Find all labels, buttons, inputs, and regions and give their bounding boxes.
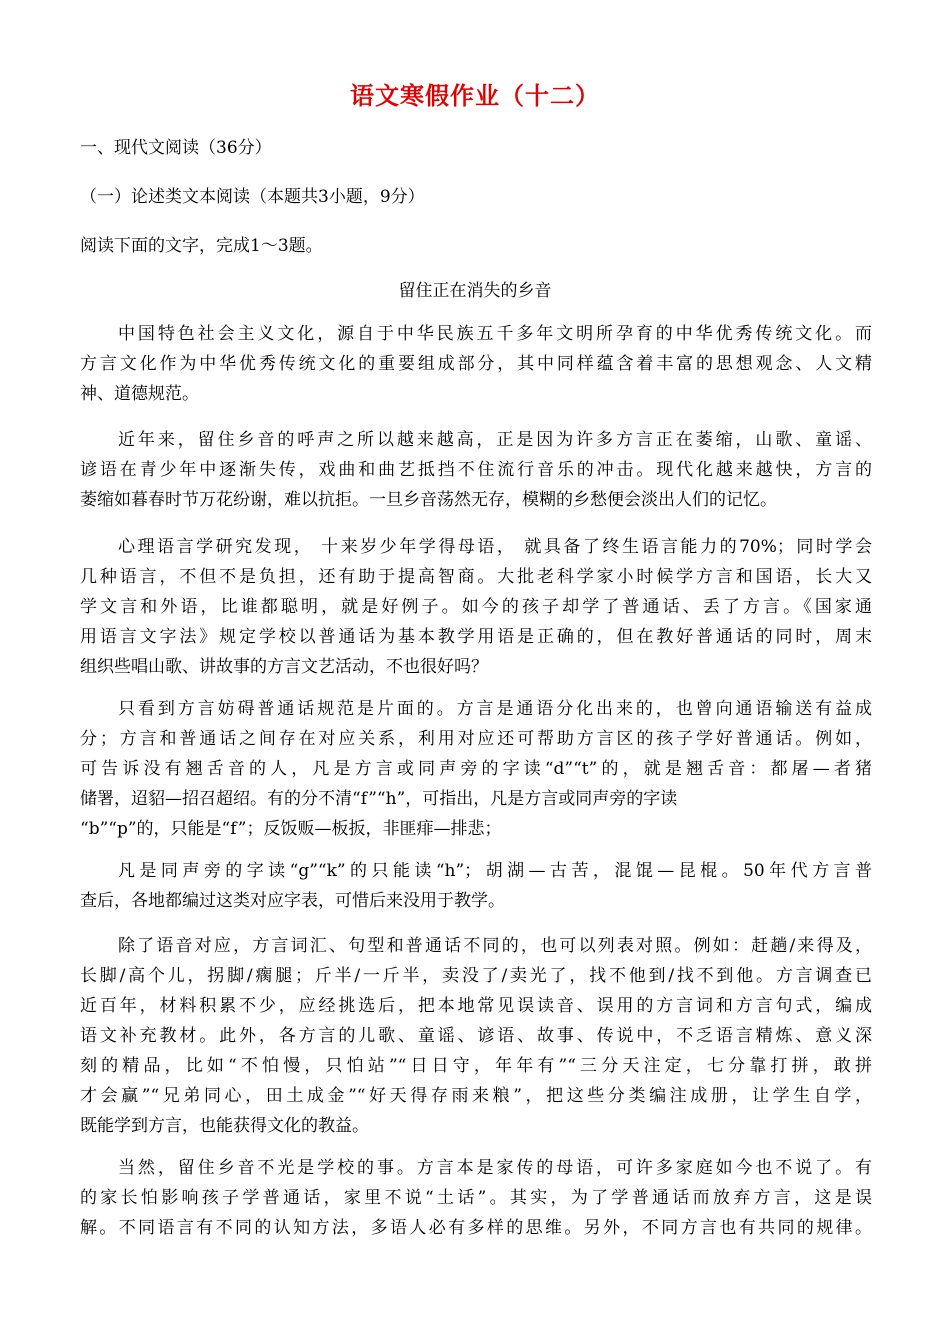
paragraph-2 [80, 425, 872, 515]
paragraph-line: 只看到方言妨碍普通话规范是片面的。方言是通语分化出来的，也曾向通语输送有益成 [118, 699, 872, 719]
article-title: 留住正在消失的乡音 [398, 281, 552, 301]
paragraph-line: 当然，留住乡音不光是学校的事。方言本是家传的母语，可许多家庭如今也不说了。有 [118, 1158, 872, 1178]
paragraph-line: 才会赢”“兄弟同心，田土成金”“好天得存雨来粮”，把这些分类编注成册，让学生自学， [80, 1086, 872, 1106]
paragraph-6 [80, 931, 872, 1141]
subsection-heading: （一）论述类文本阅读（本题共3小题，9分） [80, 187, 425, 207]
paragraph-line: 中国特色社会主义文化，源自于中华民族五千多年文明所孕育的中华优秀传统文化。而 [118, 324, 872, 344]
paragraph-line: 方言文化作为中华优秀传统文化的重要组成部分，其中同样蕴含着丰富的思想观念、人文精 [80, 354, 872, 374]
paragraph-line: 储署，迢貂—招召超绍。有的分不清“f”“h”，可指出，凡是方言或同声旁的字读 [80, 789, 678, 809]
paragraph-line: “b”“p”的，只能是“f”；反饭贩—板扳，非匪痱—排悲； [80, 819, 502, 839]
paragraph-line: 刻的精品，比如“不怕慢，只怕站”“日日守，年年有”“三分天注定，七分靠打拼，敢拼 [80, 1056, 872, 1076]
paragraph-line: 组织些唱山歌、讲故事的方言文艺活动，不也很好吗？ [80, 657, 488, 677]
paragraph-line: 凡是同声旁的字读“g”“k”的只能读“h”；胡湖—古苦，混馄—昆棍。50年代方言普 [118, 861, 872, 881]
paragraph-5 [80, 856, 872, 916]
paragraph-line: 除了语音对应，方言词汇、句型和普通话不同的，也可以列表对照。例如：赶趟/来得及， [118, 936, 872, 956]
paragraph-line: 既能学到方言，也能获得文化的教益。 [80, 1116, 369, 1136]
section-heading: 一、现代文阅读（36分） [80, 138, 272, 158]
paragraph-line: 长脚/高个儿，拐脚/瘸腿；斤半/一斤半，卖没了/卖光了，找不他到/找不到他。方言调查已 [80, 966, 872, 986]
paragraph-4 [80, 694, 872, 844]
paragraph-line: 查后，各地都编过这类对应字表，可惜后来没用于教学。 [80, 891, 505, 911]
paragraph-line: 近年来，留住乡音的呼声之所以越来越高，正是因为许多方言正在萎缩，山歌、童谣、 [118, 430, 872, 450]
paragraph-line: 的家长怕影响孩子学普通话，家里不说“土话”。其实，为了学普通话而放弃方言，这是误 [80, 1188, 872, 1208]
paragraph-line: 神、道德规范。 [80, 384, 199, 404]
paragraph-line: 用语言文字法》规定学校以普通话为基本教学用语是正确的，但在教好普通话的同时，周末 [80, 627, 872, 647]
paragraph-7 [80, 1153, 872, 1243]
paragraph-line: 心理语言学研究发现， 十来岁少年学得母语， 就具备了终生语言能力的70%；同时学会 [118, 537, 872, 557]
paragraph-line: 萎缩如暮春时节万花纷谢，难以抗拒。一旦乡音荡然无存，模糊的乡愁便会淡出人们的记忆。 [80, 490, 777, 510]
paragraph-line: 解。不同语言有不同的认知方法，多语人必有多样的思维。另外，不同方言也有共同的规律。 [80, 1218, 872, 1238]
paragraph-line: 语文补充教材。此外，各方言的儿歌、童谣、谚语、故事、传说中，不乏语言精炼、意义深 [80, 1026, 872, 1046]
paragraph-line: 近百年，材料积累不少，应经挑选后，把本地常见误读音、误用的方言词和方言句式，编成 [80, 996, 872, 1016]
page-title: 语文寒假作业（十二） [350, 81, 600, 110]
paragraph-line: 分；方言和普通话之间存在对应关系，利用对应还可帮助方言区的孩子学好普通话。例如， [80, 729, 872, 749]
paragraph-line: 学文言和外语，比谁都聪明，就是好例子。如今的孩子却学了普通话、丢了方言。《国家通 [80, 597, 872, 617]
paragraph-line: 可告诉没有翘舌音的人，凡是方言或同声旁的字读“d”“t”的，就是翘舌音：都屠—者猪 [80, 759, 872, 779]
paragraph-3 [80, 532, 872, 682]
paragraph-line: 谚语在青少年中逐渐失传，戏曲和曲艺抵挡不住流行音乐的冲击。现代化越来越快，方言的 [80, 460, 872, 480]
paragraph-1 [80, 319, 872, 409]
paragraph-line: 几种语言，不但不是负担，还有助于提高智商。大批老科学家小时候学方言和国语，长大又 [80, 567, 872, 587]
instruction-text: 阅读下面的文字，完成1～3题。 [80, 236, 323, 256]
